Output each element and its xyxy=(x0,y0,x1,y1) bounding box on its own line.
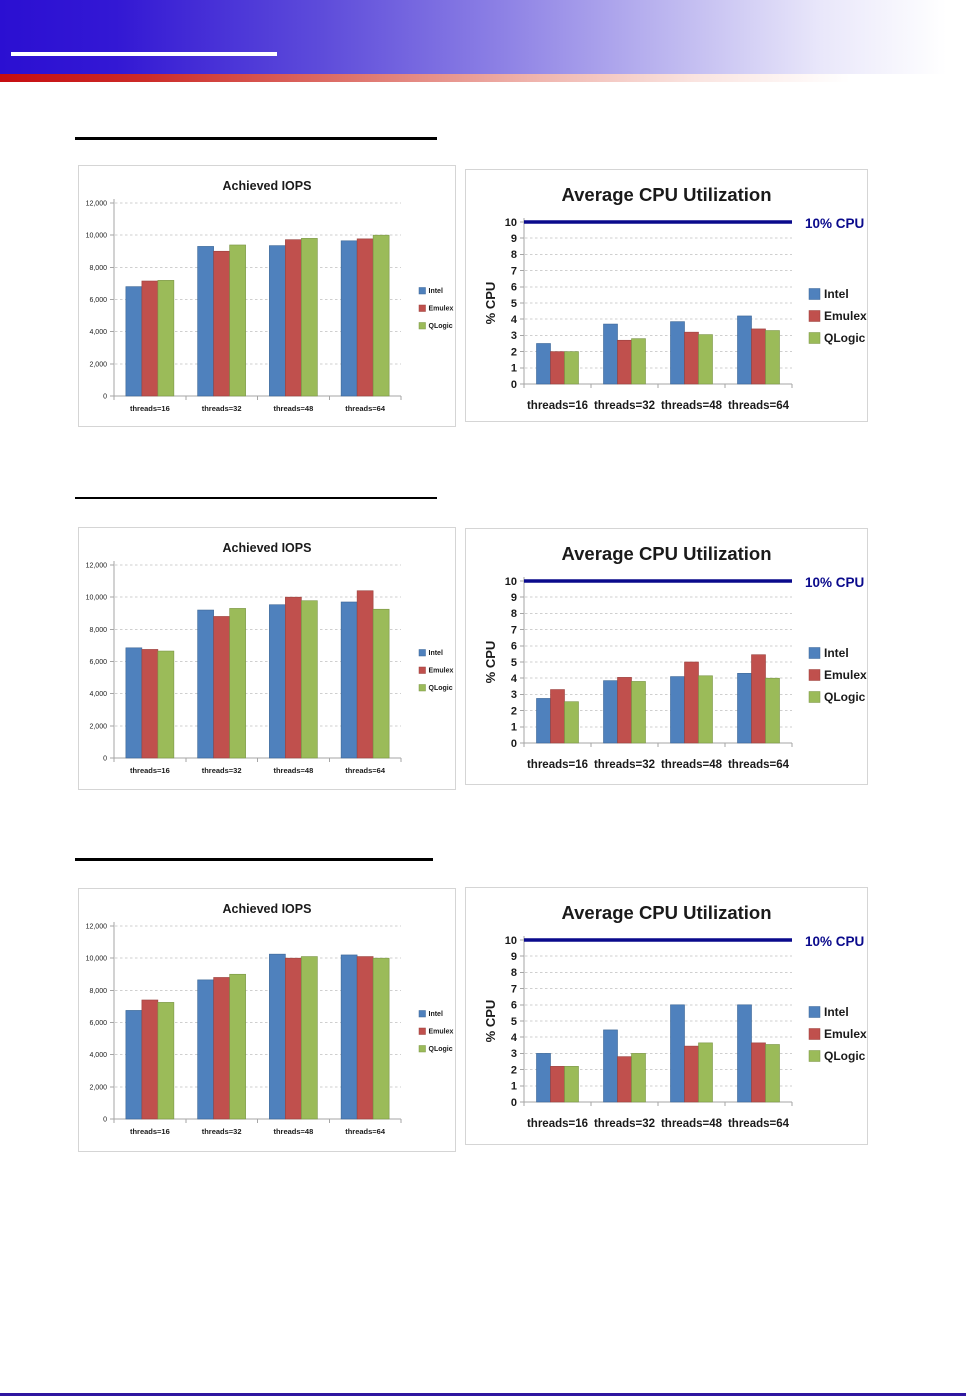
legend-swatch-intel xyxy=(419,288,426,295)
legend-label-qlogic: QLogic xyxy=(428,323,453,331)
y-tick-label: 8 xyxy=(510,967,517,980)
bar-emulex-threads=48 xyxy=(285,240,301,396)
bar-intel-threads=32 xyxy=(604,1030,618,1102)
y-tick-label: 4,000 xyxy=(89,1052,107,1060)
avg-cpu-utilization-chart-row-3 xyxy=(465,887,868,1145)
bar-intel-threads=16 xyxy=(537,344,551,385)
y-tick-label: 6,000 xyxy=(89,297,107,304)
x-tick-label: threads=48 xyxy=(273,766,314,775)
legend-swatch-qlogic xyxy=(419,1046,426,1053)
y-tick-label: 0 xyxy=(103,393,107,401)
header-accent-strip xyxy=(0,74,966,82)
legend-label-intel: Intel xyxy=(824,287,849,301)
chart-canvas xyxy=(79,166,455,426)
y-tick-label: 5 xyxy=(510,656,517,669)
bar-intel-threads=48 xyxy=(269,246,285,396)
bar-qlogic-threads=64 xyxy=(766,331,780,384)
y-tick-label: 2,000 xyxy=(89,723,107,731)
y-tick-label: 12,000 xyxy=(85,562,107,570)
section-3-heading-rule xyxy=(75,858,433,861)
bar-qlogic-threads=48 xyxy=(301,238,317,396)
y-tick-label: 3 xyxy=(510,689,517,702)
bar-emulex-threads=32 xyxy=(214,251,230,396)
ref-line-label: 10% CPU xyxy=(805,934,865,949)
y-tick-label: 10,000 xyxy=(85,955,107,963)
bar-emulex-threads=64 xyxy=(357,239,373,396)
bar-emulex-threads=48 xyxy=(285,958,301,1119)
y-tick-label: 12,000 xyxy=(85,923,107,931)
chart-canvas xyxy=(79,889,455,1149)
section-2-heading-rule xyxy=(75,497,437,499)
y-tick-label: 2 xyxy=(510,705,517,718)
avg-cpu-utilization-chart-row-1 xyxy=(465,169,868,422)
legend-label-qlogic: QLogic xyxy=(824,1049,866,1063)
x-tick-label: threads=64 xyxy=(727,1118,790,1130)
legend-swatch-emulex xyxy=(419,305,426,312)
x-tick-label: threads=64 xyxy=(727,400,790,412)
y-tick-label: 2 xyxy=(510,1064,517,1077)
legend-swatch-intel xyxy=(419,650,426,657)
bar-intel-threads=32 xyxy=(604,681,618,743)
y-tick-label: 1 xyxy=(510,721,517,734)
y-tick-label: 7 xyxy=(510,265,517,278)
legend-label-emulex: Emulex xyxy=(428,1028,454,1036)
chart-canvas xyxy=(466,170,867,421)
bar-qlogic-threads=64 xyxy=(373,609,389,758)
chart-canvas xyxy=(466,529,867,780)
bar-qlogic-threads=64 xyxy=(373,235,389,396)
bar-qlogic-threads=32 xyxy=(632,1053,646,1102)
bar-intel-threads=16 xyxy=(537,698,551,743)
x-tick-label: threads=32 xyxy=(201,766,242,775)
bar-intel-threads=16 xyxy=(126,1010,142,1119)
legend-swatch-emulex xyxy=(809,1029,820,1040)
bar-emulex-threads=32 xyxy=(618,677,632,743)
y-tick-label: 10,000 xyxy=(85,232,107,240)
y-tick-label: 9 xyxy=(510,951,517,963)
x-tick-label: threads=16 xyxy=(129,404,170,413)
y-tick-label: 9 xyxy=(510,592,517,604)
x-tick-label: threads=16 xyxy=(129,1127,170,1136)
y-tick-label: 4,000 xyxy=(89,329,107,337)
bar-qlogic-threads=16 xyxy=(565,352,579,384)
y-tick-label: 9 xyxy=(510,233,517,245)
legend-label-emulex: Emulex xyxy=(824,668,867,682)
bar-emulex-threads=32 xyxy=(618,340,632,384)
bar-emulex-threads=16 xyxy=(551,690,565,743)
legend-label-intel: Intel xyxy=(428,288,443,296)
bar-qlogic-threads=16 xyxy=(565,702,579,743)
legend-label-intel: Intel xyxy=(428,650,443,658)
y-axis-title: % CPU xyxy=(483,640,498,684)
bar-emulex-threads=48 xyxy=(685,662,699,743)
y-tick-label: 3 xyxy=(510,1048,517,1061)
legend-swatch-qlogic xyxy=(419,323,426,330)
y-tick-label: 2 xyxy=(510,346,517,359)
bar-emulex-threads=64 xyxy=(357,591,373,758)
chart-title: Average CPU Utilization xyxy=(561,184,772,205)
legend-label-qlogic: QLogic xyxy=(824,690,866,704)
y-axis-title: % CPU xyxy=(483,281,498,325)
y-tick-label: 7 xyxy=(510,983,517,996)
y-tick-label: 12,000 xyxy=(85,200,107,208)
bar-intel-threads=16 xyxy=(126,287,142,396)
y-tick-label: 4,000 xyxy=(89,691,107,699)
x-tick-label: threads=48 xyxy=(660,759,723,771)
bar-qlogic-threads=48 xyxy=(699,676,713,743)
bar-emulex-threads=48 xyxy=(685,332,699,384)
bar-qlogic-threads=64 xyxy=(766,678,780,743)
legend-swatch-qlogic xyxy=(419,685,426,692)
legend-label-emulex: Emulex xyxy=(824,309,867,323)
y-tick-label: 10,000 xyxy=(85,594,107,602)
x-tick-label: threads=16 xyxy=(129,766,170,775)
legend-swatch-intel xyxy=(809,289,820,300)
bar-emulex-threads=48 xyxy=(285,597,301,758)
bar-qlogic-threads=16 xyxy=(158,280,174,396)
y-tick-label: 1 xyxy=(510,1080,517,1093)
y-tick-label: 0 xyxy=(510,737,517,750)
legend-label-emulex: Emulex xyxy=(428,667,454,675)
chart-title: Average CPU Utilization xyxy=(561,543,772,564)
legend-label-intel: Intel xyxy=(824,646,849,660)
x-tick-label: threads=16 xyxy=(526,1118,589,1130)
bar-qlogic-threads=32 xyxy=(230,608,246,758)
bar-qlogic-threads=32 xyxy=(230,245,246,396)
bar-intel-threads=48 xyxy=(269,954,285,1119)
bar-qlogic-threads=48 xyxy=(699,335,713,384)
x-tick-label: threads=48 xyxy=(660,400,723,412)
legend-swatch-emulex xyxy=(809,670,820,681)
bar-intel-threads=48 xyxy=(671,1005,685,1102)
achieved-iops-chart-row-1 xyxy=(78,165,456,427)
x-tick-label: threads=64 xyxy=(727,759,790,771)
bar-emulex-threads=16 xyxy=(551,352,565,384)
bar-intel-threads=48 xyxy=(671,677,685,743)
bar-qlogic-threads=48 xyxy=(301,957,317,1119)
bar-qlogic-threads=48 xyxy=(301,601,317,758)
bar-emulex-threads=64 xyxy=(357,957,373,1119)
y-axis-title: % CPU xyxy=(483,999,498,1043)
bar-qlogic-threads=16 xyxy=(565,1066,579,1102)
legend-swatch-emulex xyxy=(419,1028,426,1035)
footer-rule xyxy=(0,1393,966,1396)
bar-intel-threads=48 xyxy=(269,605,285,758)
y-tick-label: 6 xyxy=(510,999,517,1012)
y-tick-label: 8,000 xyxy=(89,626,107,634)
bar-intel-threads=64 xyxy=(341,241,357,396)
y-tick-label: 8,000 xyxy=(89,987,107,995)
x-tick-label: threads=64 xyxy=(345,1127,386,1136)
chart-title: Achieved IOPS xyxy=(222,541,312,555)
x-tick-label: threads=48 xyxy=(273,1127,314,1136)
bar-emulex-threads=16 xyxy=(551,1066,565,1102)
bar-emulex-threads=32 xyxy=(618,1057,632,1102)
legend-swatch-emulex xyxy=(419,667,426,674)
bar-intel-threads=32 xyxy=(198,610,214,758)
bar-qlogic-threads=16 xyxy=(158,651,174,758)
x-tick-label: threads=32 xyxy=(201,1127,242,1136)
bar-emulex-threads=16 xyxy=(142,1000,158,1119)
bar-intel-threads=64 xyxy=(738,673,752,743)
avg-cpu-utilization-chart-row-2 xyxy=(465,528,868,785)
bar-emulex-threads=64 xyxy=(752,329,766,384)
x-tick-label: threads=32 xyxy=(593,400,656,412)
section-1-heading-rule xyxy=(75,137,437,140)
bar-intel-threads=16 xyxy=(537,1053,551,1102)
y-tick-label: 10 xyxy=(504,575,517,588)
y-tick-label: 10 xyxy=(504,216,517,229)
legend-swatch-intel xyxy=(419,1011,426,1018)
legend-swatch-intel xyxy=(809,1007,820,1018)
bar-emulex-threads=64 xyxy=(752,1043,766,1102)
bar-qlogic-threads=64 xyxy=(373,958,389,1119)
bar-intel-threads=32 xyxy=(198,980,214,1119)
y-tick-label: 8 xyxy=(510,608,517,621)
ref-line-label: 10% CPU xyxy=(805,216,865,231)
legend-label-qlogic: QLogic xyxy=(428,685,453,693)
bar-qlogic-threads=16 xyxy=(158,1002,174,1119)
y-tick-label: 2,000 xyxy=(89,1084,107,1092)
y-tick-label: 0 xyxy=(510,1096,517,1109)
x-tick-label: threads=48 xyxy=(273,404,314,413)
ref-line-label: 10% CPU xyxy=(805,575,865,590)
bar-emulex-threads=32 xyxy=(214,977,230,1119)
y-tick-label: 0 xyxy=(103,1116,107,1124)
y-tick-label: 6,000 xyxy=(89,1020,107,1027)
bar-intel-threads=64 xyxy=(341,602,357,758)
y-tick-label: 2,000 xyxy=(89,361,107,369)
x-tick-label: threads=32 xyxy=(593,1118,656,1130)
y-tick-label: 6 xyxy=(510,640,517,653)
bar-intel-threads=64 xyxy=(341,955,357,1119)
bar-qlogic-threads=32 xyxy=(632,339,646,384)
bar-intel-threads=64 xyxy=(738,316,752,384)
bar-intel-threads=64 xyxy=(738,1005,752,1102)
y-tick-label: 8,000 xyxy=(89,264,107,272)
bar-emulex-threads=64 xyxy=(752,655,766,743)
bar-emulex-threads=48 xyxy=(685,1046,699,1102)
y-tick-label: 10 xyxy=(504,934,517,947)
chart-canvas xyxy=(466,888,867,1139)
y-tick-label: 6 xyxy=(510,281,517,294)
legend-swatch-qlogic xyxy=(809,692,820,703)
x-tick-label: threads=32 xyxy=(593,759,656,771)
y-tick-label: 5 xyxy=(510,297,517,310)
legend-label-emulex: Emulex xyxy=(428,305,454,313)
legend-swatch-intel xyxy=(809,648,820,659)
legend-swatch-qlogic xyxy=(809,1051,820,1062)
y-tick-label: 8 xyxy=(510,249,517,262)
bar-qlogic-threads=32 xyxy=(632,681,646,743)
achieved-iops-chart-row-2 xyxy=(78,527,456,790)
legend-label-qlogic: QLogic xyxy=(428,1046,453,1054)
legend-label-intel: Intel xyxy=(824,1005,849,1019)
y-tick-label: 0 xyxy=(103,755,107,763)
legend-label-emulex: Emulex xyxy=(824,1027,867,1041)
bar-emulex-threads=16 xyxy=(142,649,158,758)
legend-label-qlogic: QLogic xyxy=(824,331,866,345)
y-tick-label: 4 xyxy=(510,673,517,685)
legend-swatch-qlogic xyxy=(809,333,820,344)
chart-title: Average CPU Utilization xyxy=(561,902,772,923)
y-tick-label: 0 xyxy=(510,378,517,391)
y-tick-label: 1 xyxy=(510,362,517,375)
x-tick-label: threads=48 xyxy=(660,1118,723,1130)
bar-emulex-threads=32 xyxy=(214,616,230,758)
x-tick-label: threads=16 xyxy=(526,759,589,771)
x-tick-label: threads=64 xyxy=(345,766,386,775)
legend-label-intel: Intel xyxy=(428,1011,443,1019)
bar-emulex-threads=16 xyxy=(142,281,158,396)
chart-canvas xyxy=(79,528,455,788)
bar-qlogic-threads=32 xyxy=(230,974,246,1119)
header-title-underline xyxy=(11,52,277,56)
y-tick-label: 7 xyxy=(510,624,517,637)
bar-intel-threads=48 xyxy=(671,322,685,384)
bar-intel-threads=32 xyxy=(198,246,214,396)
page-header-banner xyxy=(0,0,966,74)
achieved-iops-chart-row-3 xyxy=(78,888,456,1152)
y-tick-label: 4 xyxy=(510,1032,517,1044)
chart-title: Achieved IOPS xyxy=(222,902,312,916)
bar-intel-threads=16 xyxy=(126,648,142,758)
x-tick-label: threads=32 xyxy=(201,404,242,413)
chart-title: Achieved IOPS xyxy=(222,179,312,193)
legend-swatch-emulex xyxy=(809,311,820,322)
y-tick-label: 5 xyxy=(510,1015,517,1028)
x-tick-label: threads=16 xyxy=(526,400,589,412)
y-tick-label: 4 xyxy=(510,314,517,326)
bar-intel-threads=32 xyxy=(604,324,618,384)
bar-qlogic-threads=48 xyxy=(699,1043,713,1102)
x-tick-label: threads=64 xyxy=(345,404,386,413)
y-tick-label: 6,000 xyxy=(89,659,107,666)
bar-qlogic-threads=64 xyxy=(766,1044,780,1102)
y-tick-label: 3 xyxy=(510,330,517,343)
